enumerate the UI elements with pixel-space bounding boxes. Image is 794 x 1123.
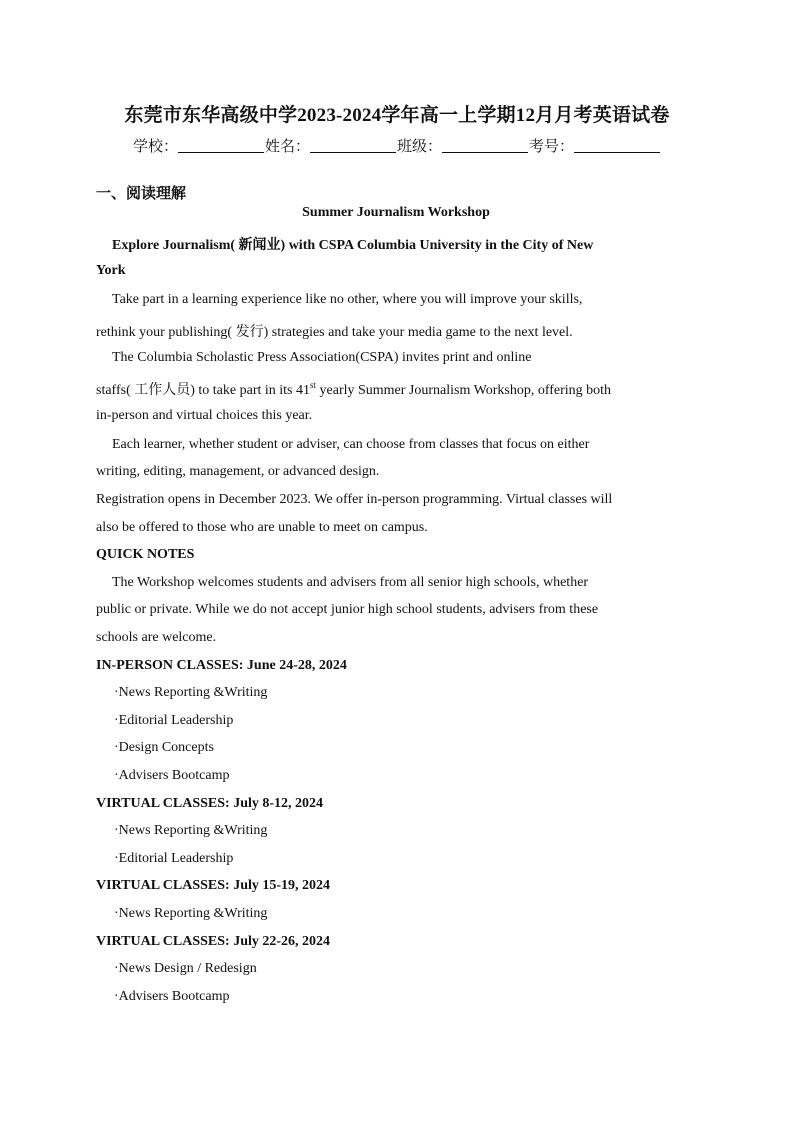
paragraph-1-line2: rethink your publishing( 发行) strategies and take your media game to the next level.: [96, 325, 573, 340]
passage-subtitle-line2: York: [96, 263, 126, 278]
paragraph-2-line3: in-person and virtual choices this year.: [96, 408, 313, 423]
paragraph-2-line2-end: yearly Summer Journalism Workshop, offering both: [316, 383, 612, 398]
paragraph-2-line2: [96, 379, 611, 399]
quick-notes-heading: QUICK NOTES: [96, 547, 195, 562]
paragraph-2-line1: The Columbia Scholastic Press Association(CSPA) invites print and online: [112, 350, 532, 365]
schedule-item: ·Advisers Bootcamp: [114, 989, 230, 1004]
paragraph-5-line1: The Workshop welcomes students and advisers from all senior high schools, whether: [112, 575, 589, 590]
paragraph-1-line1: Take part in a learning experience like no other, where you will improve your skills,: [112, 292, 583, 307]
schedule-item: ·Design Concepts: [114, 740, 214, 755]
schedule-heading: VIRTUAL CLASSES: July 15-19, 2024: [96, 878, 331, 893]
paragraph-3-line2: writing, editing, management, or advanced design.: [96, 464, 380, 479]
section-heading: 一、阅读理解: [96, 184, 187, 202]
schedule-item: ·Editorial Leadership: [114, 851, 234, 866]
name-label: 姓名：: [264, 137, 310, 155]
class-label: 班级：: [397, 137, 443, 155]
class-blank: [442, 138, 528, 153]
schedule-item: ·Advisers Bootcamp: [114, 768, 230, 783]
paragraph-5-line3: schools are welcome.: [96, 630, 217, 645]
school-label: 学校：: [132, 137, 178, 155]
passage-subtitle-line1: Explore Journalism( 新闻业) with CSPA Columbia University in the City of New: [112, 238, 594, 253]
paragraph-3-line1: Each learner, whether student or adviser, can choose from classes that focus on either: [112, 437, 590, 452]
paragraph-4-line2: also be offered to those who are unable to meet on campus.: [96, 520, 428, 535]
name-blank: [310, 138, 396, 153]
number-blank: [574, 138, 660, 153]
schedule-heading: VIRTUAL CLASSES: July 22-26, 2024: [96, 934, 331, 949]
paragraph-4-line1: Registration opens in December 2023. We offer in-person programming. Virtual classes will: [96, 492, 613, 507]
school-blank: [178, 138, 264, 153]
exam-title: 东莞市东华高级中学2023-2024学年高一上学期12月月考英语试卷: [124, 105, 670, 126]
student-info-line: [0, 135, 794, 156]
paragraph-2-line2-start: staffs( 工作人员) to take part in its 41: [96, 383, 310, 398]
schedule-item: ·News Reporting &Writing: [114, 823, 268, 838]
schedule-heading: VIRTUAL CLASSES: July 8-12, 2024: [96, 796, 324, 811]
schedule-item: ·News Design / Redesign: [114, 961, 257, 976]
schedule-item: ·News Reporting &Writing: [114, 906, 268, 921]
schedule-heading: IN-PERSON CLASSES: June 24-28, 2024: [96, 658, 347, 673]
schedule-item: ·News Reporting &Writing: [114, 685, 268, 700]
schedule-item: ·Editorial Leadership: [114, 713, 234, 728]
paragraph-5-line2: public or private. While we do not accept junior high school students, advisers from these: [96, 602, 599, 617]
passage-title: Summer Journalism Workshop: [302, 205, 490, 220]
ordinal-superscript: st: [310, 380, 317, 390]
number-label: 考号：: [529, 137, 575, 155]
